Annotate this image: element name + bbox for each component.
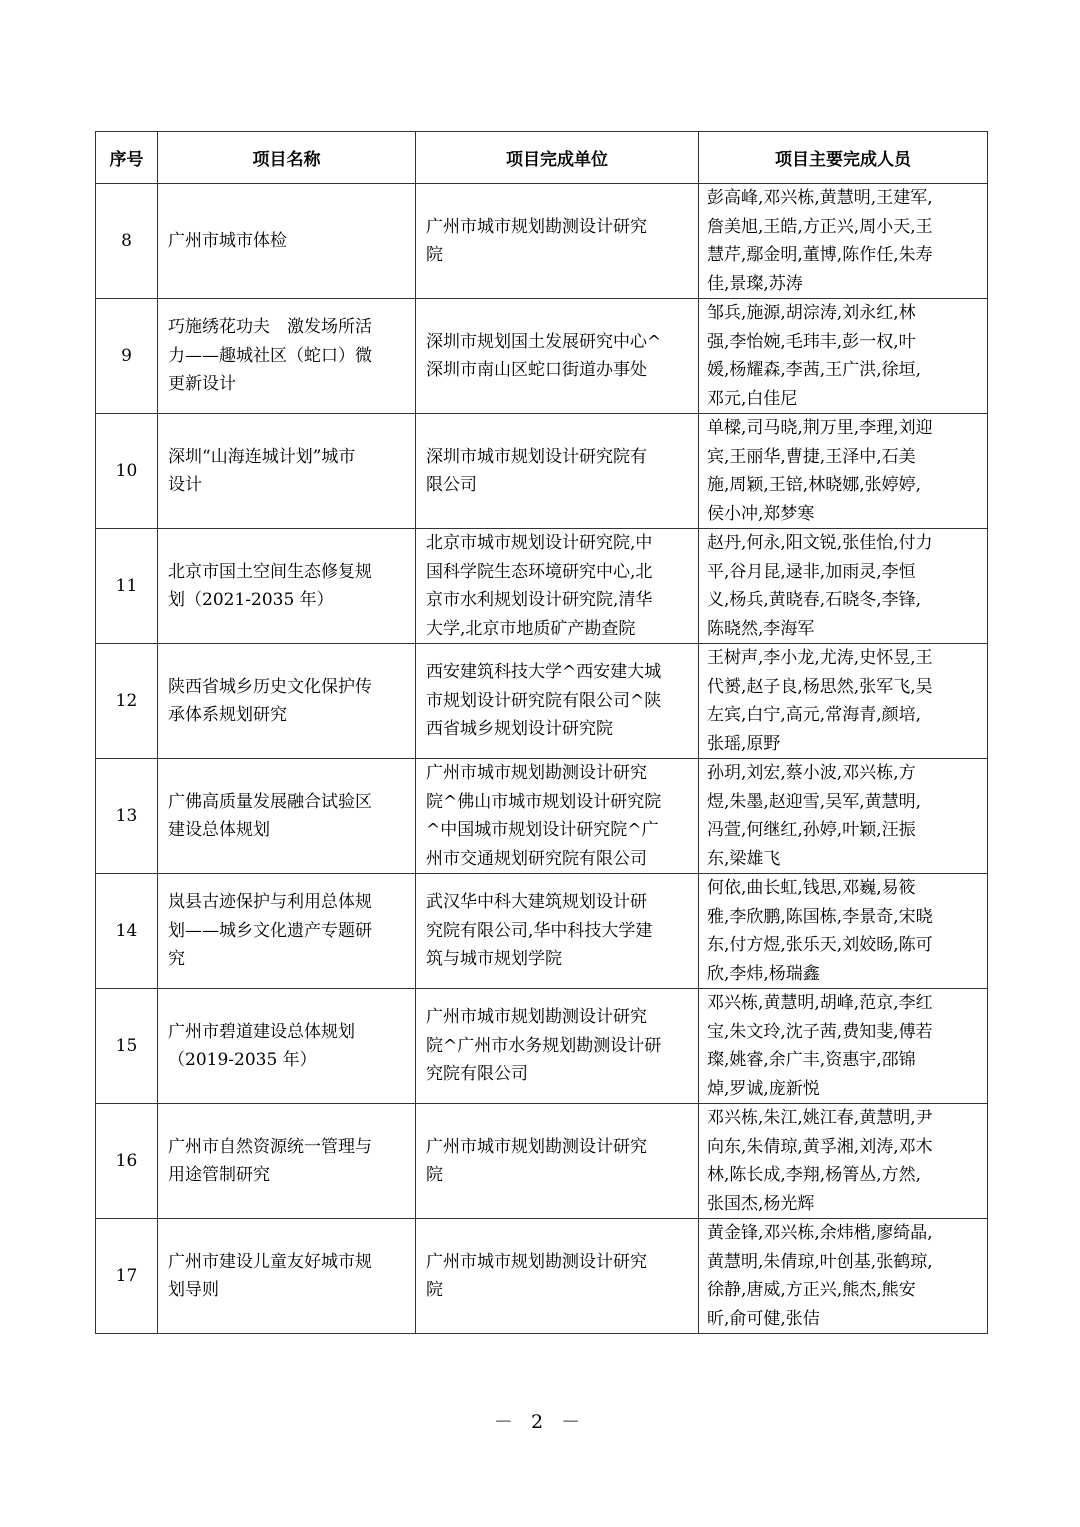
cell-completion-unit-text: 北京市城市规划设计研究院,中 国科学院生态环境研究中心,北 京市水利规划设计研究院,清华 大学,北京市地质矿产勘查院	[426, 533, 653, 639]
cell-completion-unit-text: 西安建筑科技大学^西安建大城 市规划设计研究院有限公司^陕 西省城乡规划设计研究院	[426, 662, 662, 740]
header-unit: 项目完成单位	[416, 132, 699, 184]
cell-main-staff	[699, 1219, 988, 1334]
cell-completion-unit-text: 广州市城市规划勘测设计研究 院^佛山市城市规划设计研究院 ^中国城市规划设计研究院^广 州市交通规划研究院有限公司	[426, 763, 662, 869]
cell-main-staff-text: 孙玥,刘宏,蔡小波,邓兴栋,方 煜,朱墨,赵迎雪,吴军,黄慧明, 冯萱,何继红,孙婷,叶颖,汪振 东,梁雄飞	[707, 763, 922, 869]
cell-main-staff	[699, 529, 988, 644]
cell-completion-unit	[416, 1104, 699, 1219]
table-row	[96, 529, 988, 644]
table-row	[96, 414, 988, 529]
cell-no-text: 8	[121, 230, 132, 251]
cell-main-staff-text: 邓兴栋,黄慧明,胡峰,范京,李红 宝,朱文玲,沈子茜,费知斐,傅若 璨,姚睿,余广丰,资惠宇,邵锦 焯,罗诚,庞新悦	[707, 993, 933, 1099]
cell-completion-unit-text: 广州市城市规划勘测设计研究 院	[426, 1136, 647, 1185]
cell-no-text: 9	[121, 345, 132, 366]
cell-main-staff-text: 彭高峰,邓兴栋,黄慧明,王建军, 詹美旭,王皓,方正兴,周小天,王 慧芹,鄢金明,董博,陈作任,朱寿 佳,景璨,苏涛	[707, 188, 933, 294]
cell-completion-unit-text: 深圳市规划国土发展研究中心^ 深圳市南山区蛇口街道办事处	[426, 331, 662, 380]
table-row	[96, 989, 988, 1104]
cell-no	[96, 414, 158, 529]
cell-project-name	[158, 874, 416, 989]
cell-project-name-text: 巧施绣花功夫 激发场所活 力——趣城社区（蛇口）微 更新设计	[168, 317, 372, 395]
cell-main-staff	[699, 184, 988, 299]
cell-completion-unit	[416, 299, 699, 414]
table-row	[96, 874, 988, 989]
cell-completion-unit	[416, 414, 699, 529]
cell-project-name-text: 岚县古迹保护与利用总体规 划——城乡文化遗产专题研 究	[168, 892, 372, 970]
cell-no	[96, 759, 158, 874]
cell-completion-unit	[416, 529, 699, 644]
cell-no	[96, 644, 158, 759]
cell-completion-unit	[416, 184, 699, 299]
table-body	[96, 184, 988, 1334]
table-row	[96, 299, 988, 414]
cell-project-name	[158, 184, 416, 299]
cell-project-name	[158, 1104, 416, 1219]
cell-completion-unit	[416, 759, 699, 874]
cell-main-staff	[699, 299, 988, 414]
cell-no	[96, 529, 158, 644]
cell-main-staff-text: 单樑,司马晓,荆万里,李理,刘迎 宾,王丽华,曹捷,王泽中,石美 施,周颖,王锫,林晓娜,张婷婷, 侯小冲,郑梦寒	[707, 418, 933, 524]
cell-completion-unit-text: 武汉华中科大建筑规划设计研 究院有限公司,华中科技大学建 筑与城市规划学院	[426, 892, 653, 970]
cell-completion-unit	[416, 644, 699, 759]
cell-main-staff-text: 赵丹,何永,阳文锐,张佳怡,付力 平,谷月昆,逯非,加雨灵,李恒 义,杨兵,黄晓春,石晓冬,李锋, 陈晓然,李海军	[707, 533, 933, 639]
cell-main-staff	[699, 759, 988, 874]
cell-project-name-text: 广州市自然资源统一管理与 用途管制研究	[168, 1136, 372, 1185]
cell-project-name	[158, 414, 416, 529]
cell-completion-unit	[416, 989, 699, 1104]
table-row	[96, 1104, 988, 1219]
cell-no	[96, 184, 158, 299]
cell-no-text: 14	[115, 920, 138, 941]
cell-completion-unit-text: 广州市城市规划勘测设计研究 院	[426, 1251, 647, 1300]
table-row	[96, 1219, 988, 1334]
cell-project-name-text: 广佛高质量发展融合试验区 建设总体规划	[168, 791, 372, 840]
cell-no-text: 17	[115, 1265, 138, 1286]
header-no: 序号	[96, 132, 158, 184]
cell-main-staff	[699, 414, 988, 529]
cell-no-text: 16	[115, 1150, 138, 1171]
cell-no-text: 13	[115, 805, 138, 826]
cell-main-staff-text: 王树声,李小龙,尤涛,史怀昱,王 代赟,赵子良,杨思然,张军飞,吴 左宾,白宁,高元,常海青,颜培, 张瑶,原野	[707, 648, 933, 754]
cell-main-staff-text: 黄金锋,邓兴栋,余炜楷,廖绮晶, 黄慧明,朱倩琼,叶创基,张鹤琼, 徐静,唐威,方正兴,熊杰,熊安 昕,俞可健,张佶	[707, 1223, 933, 1329]
cell-project-name	[158, 529, 416, 644]
cell-main-staff-text: 邹兵,施源,胡淙涛,刘永红,林 强,李怡婉,毛玮丰,彭一权,叶 媛,杨耀森,李茜,王广洪,徐垣, 邓元,白佳尼	[707, 303, 922, 409]
cell-no-text: 10	[115, 460, 138, 481]
cell-project-name	[158, 644, 416, 759]
cell-project-name-text: 广州市建设儿童友好城市规 划导则	[168, 1251, 372, 1300]
cell-no	[96, 1219, 158, 1334]
cell-main-staff	[699, 644, 988, 759]
cell-completion-unit	[416, 1219, 699, 1334]
cell-completion-unit-text: 深圳市城市规划设计研究院有 限公司	[426, 446, 647, 495]
cell-project-name-text: 广州市城市体检	[168, 230, 287, 251]
cell-no	[96, 299, 158, 414]
cell-no-text: 11	[115, 575, 138, 596]
table-header-row	[96, 132, 988, 184]
cell-project-name-text: 广州市碧道建设总体规划 （2019-2035 年）	[168, 1021, 355, 1070]
header-name: 项目名称	[158, 132, 416, 184]
cell-main-staff	[699, 1104, 988, 1219]
cell-no	[96, 989, 158, 1104]
cell-project-name-text: 北京市国土空间生态修复规 划（2021-2035 年）	[168, 561, 372, 610]
cell-project-name	[158, 299, 416, 414]
cell-project-name	[158, 1219, 416, 1334]
table-row	[96, 759, 988, 874]
cell-main-staff	[699, 989, 988, 1104]
header-staff: 项目主要完成人员	[699, 132, 988, 184]
cell-completion-unit-text: 广州市城市规划勘测设计研究 院^广州市水务规划勘测设计研 究院有限公司	[426, 1007, 662, 1085]
table-row	[96, 644, 988, 759]
cell-no-text: 12	[115, 690, 138, 711]
cell-project-name	[158, 759, 416, 874]
cell-project-name	[158, 989, 416, 1104]
cell-no	[96, 1104, 158, 1219]
page-number: － 2 －	[493, 1411, 587, 1433]
cell-project-name-text: 陕西省城乡历史文化保护传 承体系规划研究	[168, 676, 372, 725]
cell-main-staff	[699, 874, 988, 989]
cell-completion-unit	[416, 874, 699, 989]
table-row	[96, 184, 988, 299]
project-table	[95, 131, 988, 1334]
cell-main-staff-text: 邓兴栋,朱江,姚江春,黄慧明,尹 向东,朱倩琼,黄孚湘,刘涛,邓木 林,陈长成,李翔,杨箐丛,方然, 张国杰,杨光辉	[707, 1108, 933, 1214]
cell-no	[96, 874, 158, 989]
cell-no-text: 15	[115, 1035, 138, 1056]
cell-main-staff-text: 何依,曲长虹,钱思,邓巍,易筱 雅,李欣鹏,陈国栋,李景奇,宋晓 东,付方煜,张乐天,刘姣旸,陈可 欣,李炜,杨瑞鑫	[707, 878, 933, 984]
cell-completion-unit-text: 广州市城市规划勘测设计研究 院	[426, 216, 647, 265]
cell-project-name-text: 深圳“山海连城计划”城市 设计	[168, 446, 356, 495]
